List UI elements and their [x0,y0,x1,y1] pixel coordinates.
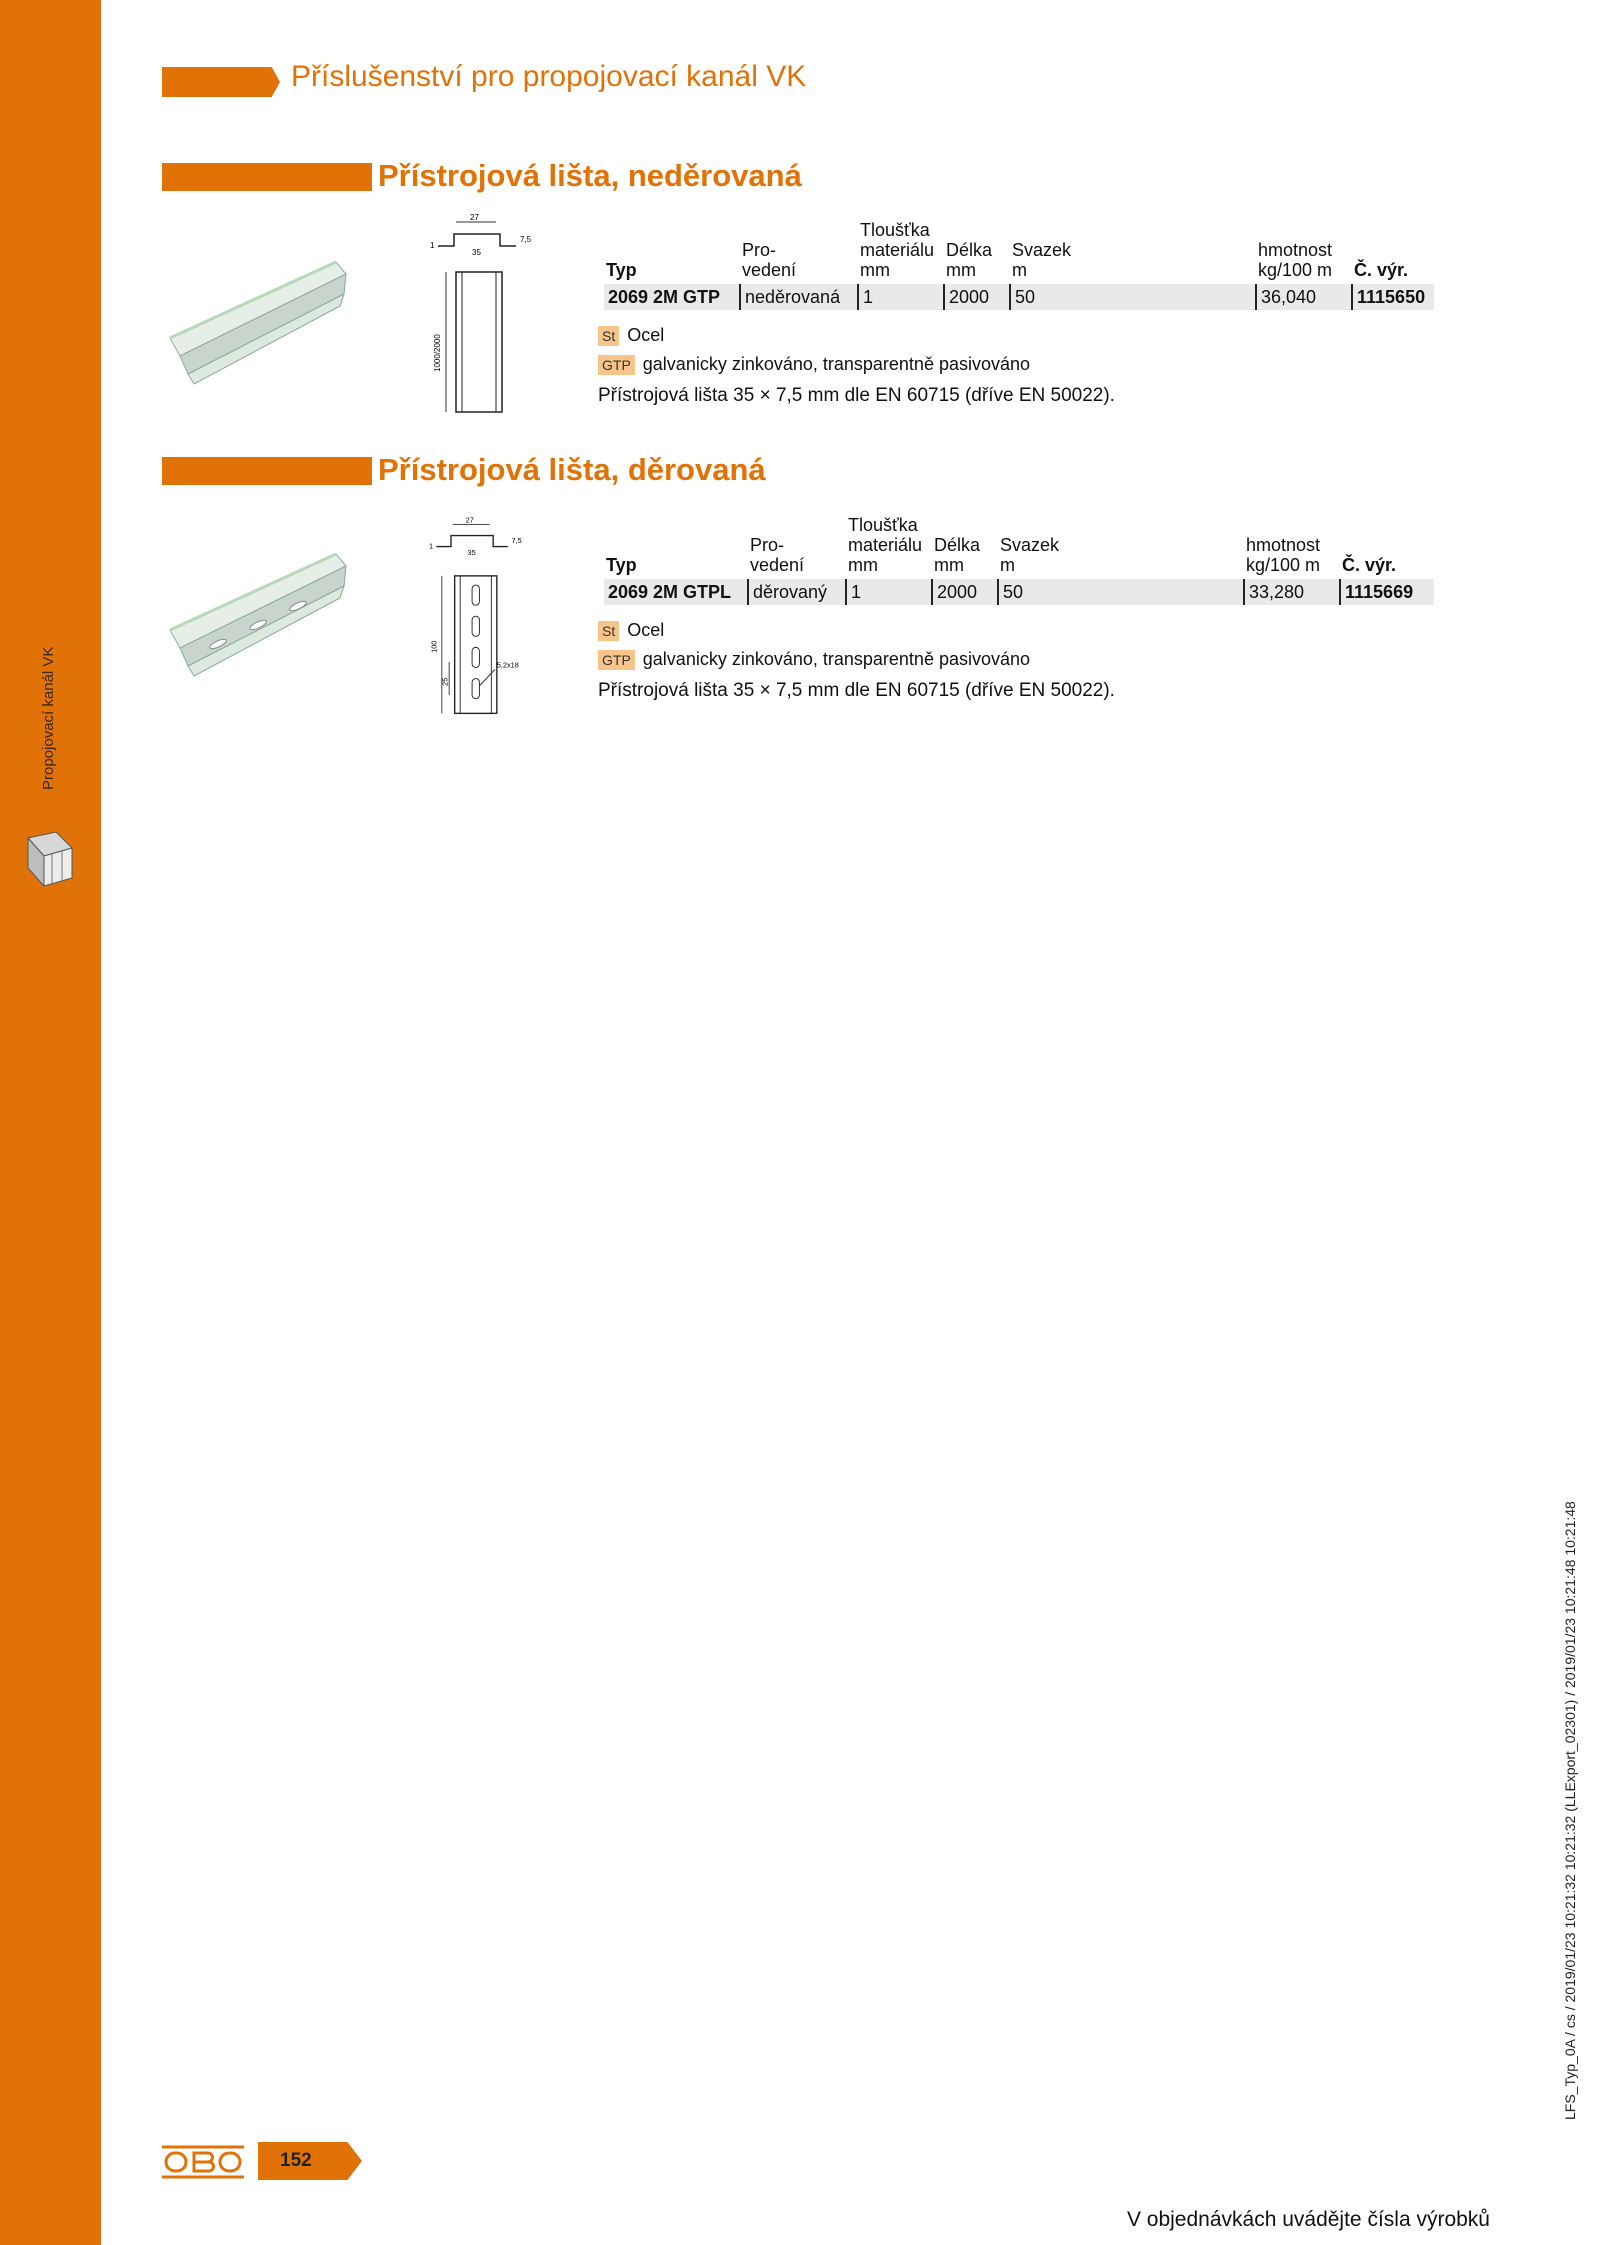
dim-length-label: 100 [429,640,439,653]
col-svazek: Svazek m [1012,240,1072,280]
cell-delka: 2000 [944,284,1010,310]
col-provedeni: Pro- vedení [750,535,805,575]
rail-photo-perforated [168,548,348,678]
cell-hmotnost: 33,280 [1244,579,1340,605]
cell-svazek: 50 [998,579,1244,605]
table-row [604,579,1434,605]
finish-row [598,649,1030,670]
dim-length-label: 1000/2000 [433,334,442,372]
dim-hole-label: 5,2x18 [496,660,519,670]
material-badge: St [598,621,619,641]
dim-top-label: 27 [470,213,479,222]
cell-tloustka: 1 [858,284,944,310]
cell-provedeni: děrovaný [748,579,846,605]
spec-header-row [604,515,1434,579]
material-row [598,620,664,641]
finish-badge: GTP [598,355,635,375]
technical-drawing [426,212,536,422]
section-bar [162,457,372,485]
cell-tloustka: 1 [846,579,932,605]
sidebar-label: Propojovací kanál VK [40,646,57,790]
col-tloustka: Tloušťka materiálu mm [860,220,935,280]
footer-note: V objednávkách uvádějte čísla výrobků [1126,2208,1490,2231]
dim-top-label: 27 [465,515,474,525]
col-cislo: Č. výr. [1342,555,1397,575]
material-badge: St [598,326,619,346]
section-title: Přístrojová lišta, neděrovaná [378,158,802,193]
finish-badge: GTP [598,650,635,670]
export-stamp: LFS_Typ_0A / cs / 2019/01/23 10:21:32 10:21:32 (LLExport_02301) / 2019/01/23 10:21:48 10:21:48 [1562,1501,1578,2120]
product-description: Přístrojová lišta 35 × 7,5 mm dle EN 60715 (dříve EN 50022). [598,385,1115,406]
page-number: 152 [280,2150,312,2171]
material-row [598,325,664,346]
col-tloustka: Tloušťka materiálu mm [848,515,923,575]
col-cislo: Č. výr. [1354,260,1409,280]
dim-pitch-label: 25 [440,677,450,686]
rail-photo [168,256,348,386]
cable-duct-icon [22,828,78,890]
col-provedeni: Pro- vedení [742,240,797,280]
finish-text: galvanicky zinkováno, transparentně pasivováno [642,649,1031,669]
col-hmotnost: hmotnost kg/100 m [1246,535,1321,575]
section-title: Přístrojová lišta, děrovaná [378,452,766,487]
cell-typ: 2069 2M GTP [604,284,740,310]
dim-side-label: 7,5 [520,235,532,244]
cell-hmotnost: 36,040 [1256,284,1352,310]
product-description: Přístrojová lišta 35 × 7,5 mm dle EN 60715 (dříve EN 50022). [598,680,1115,701]
cell-cislo: 1115669 [1340,579,1434,605]
table-row [604,284,1434,310]
col-typ: Typ [606,555,637,575]
dim-left-label: 1 [430,241,435,250]
obo-logo [162,2145,244,2179]
technical-drawing-perforated [418,506,528,731]
dim-mid-label: 35 [472,248,481,257]
dim-mid-label: 35 [467,547,476,557]
material-text: Ocel [627,620,665,640]
spec-table [604,515,1434,605]
finish-text: galvanicky zinkováno, transparentně pasivováno [642,354,1031,374]
cell-provedeni: neděrovaná [740,284,858,310]
cell-svazek: 50 [1010,284,1256,310]
col-delka: Délka mm [946,240,993,280]
col-delka: Délka mm [934,535,981,575]
sidebar-band [0,0,101,2245]
col-typ: Typ [606,260,637,280]
cell-typ: 2069 2M GTPL [604,579,748,605]
spec-header-row [604,220,1434,284]
cell-cislo: 1115650 [1352,284,1434,310]
section-bar [162,163,372,191]
dim-side-label: 7,5 [511,535,522,545]
spec-table [604,220,1434,310]
cell-delka: 2000 [932,579,998,605]
header-bar [162,67,280,97]
col-hmotnost: hmotnost kg/100 m [1258,240,1333,280]
finish-row [598,354,1030,375]
page-title: Příslušenství pro propojovací kanál VK [291,60,807,93]
material-text: Ocel [627,325,665,345]
dim-left-label: 1 [429,541,434,551]
col-svazek: Svazek m [1000,535,1060,575]
